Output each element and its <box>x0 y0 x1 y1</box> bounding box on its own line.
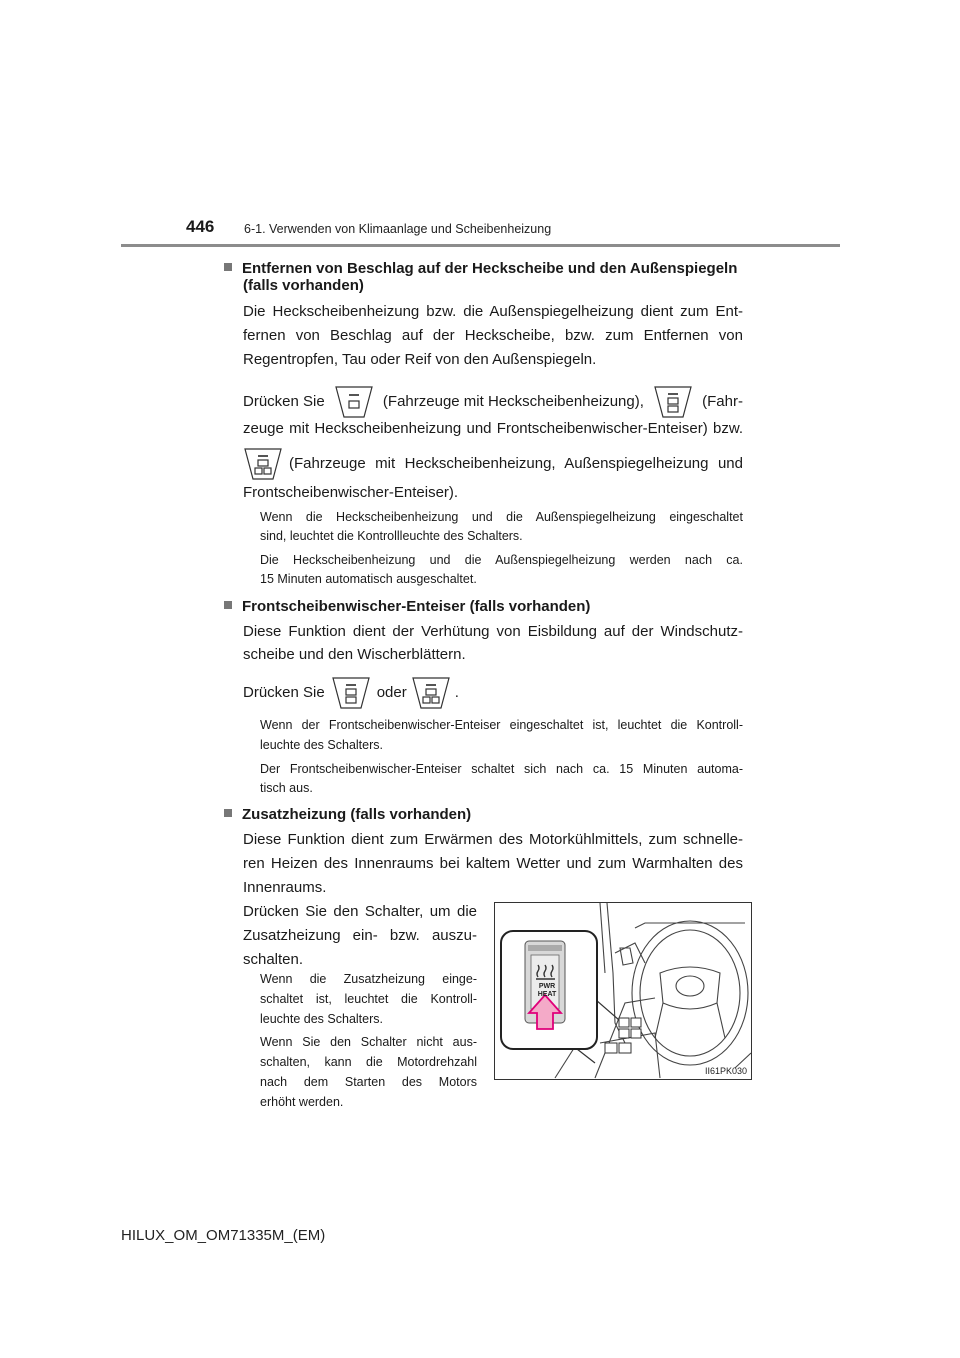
sec2-press-text: Drücken Sie <box>243 684 325 701</box>
sec1-note1-line1: Wenn die Heckscheibenheizung und die Außenspiegelheizung eingeschaltet <box>260 510 743 524</box>
mirror-defogger-icon <box>243 447 283 481</box>
sec3-title: Zusatzheizung (falls vorhanden) <box>242 806 472 823</box>
sec3-para1-line2: ren Heizen des Innenraums bei kaltem Wetter und zum Warmhalten des <box>243 855 743 872</box>
bullet-square-icon <box>224 809 232 817</box>
sec1-para1-line3: Regentropfen, Tau oder Reif von den Außenspiegeln. <box>243 351 597 368</box>
sec3-note1-line1: Wenn die Zusatzheizung einge- <box>260 972 477 986</box>
figure-code: II61PK030 <box>704 1066 747 1076</box>
sec3-note2-line1: Wenn Sie den Schalter nicht aus- <box>260 1035 477 1049</box>
sec1-title-line2: (falls vorhanden) <box>243 277 364 294</box>
figure-aux-heater <box>494 902 752 1080</box>
sec3-note2-line2: schalten, kann die Motordrehzahl <box>260 1055 477 1069</box>
page-number: 446 <box>186 217 215 236</box>
switch-label-pwr: PWR <box>538 983 556 990</box>
sec2-period: . <box>454 684 459 701</box>
header-rule <box>121 244 840 247</box>
sec2-note2-line2: tisch aus. <box>260 781 313 795</box>
sec3-para2-line1: Drücken Sie den Schalter, um die <box>243 903 477 920</box>
sec2-note1-line2: leuchte des Schalters. <box>260 738 383 752</box>
sec1-vehicles-rear-text: (Fahrzeuge mit Heckscheibenheizung), <box>382 393 644 410</box>
sec3-para1-line1: Diese Funktion dient zum Erwärmen des Motorkühlmittels, zum schnelle- <box>243 831 743 848</box>
sec2-note2-line1: Der Frontscheibenwischer-Enteiser schaltet sich nach ca. 15 Minuten automa- <box>260 762 743 776</box>
sec3-note2-line4: erhöht werden. <box>260 1095 344 1109</box>
sec3-note1-line2: schaltet ist, leuchtet die Kontroll- <box>260 992 477 1006</box>
sec2-note1-line1: Wenn der Frontscheibenwischer-Enteiser eingeschaltet ist, leuchtet die Kontroll- <box>260 718 743 732</box>
sec1-title-line1: Entfernen von Beschlag auf der Heckscheibe und den Außenspiegeln <box>242 260 738 277</box>
rear-defogger-icon <box>334 385 374 419</box>
switch-label-heat: HEAT <box>537 991 557 998</box>
document-id: HILUX_OM_OM71335M_(EM) <box>121 1227 326 1244</box>
section-title: 6-1. Verwenden von Klimaanlage und Scheibenheizung <box>244 222 552 236</box>
sec1-para1-line1: Die Heckscheibenheizung bzw. die Außenspiegelheizung dient zum Ent- <box>243 303 743 320</box>
sec1-para1-line2: fernen von Beschlag auf der Heckscheibe, bzw. zum Entfernen von <box>243 327 743 344</box>
sec2-heading <box>224 596 590 618</box>
sec2-para2 <box>243 676 459 710</box>
sec1-note2-line2: 15 Minuten automatisch ausgeschaltet. <box>260 572 477 586</box>
sec3-para2-line3: schalten. <box>243 951 304 968</box>
sec3-heading <box>224 804 471 826</box>
switch-label <box>534 983 560 999</box>
rear-wiper-deicer-icon <box>653 385 693 419</box>
sec2-para1-line2: scheibe und den Wischerblättern. <box>243 646 466 663</box>
bullet-square-icon <box>224 263 232 271</box>
sec2-or-text: oder <box>376 684 407 701</box>
sec1-para2-line3 <box>243 447 743 481</box>
sec3-para2-line2: Zusatzheizung ein- bzw. auszu- <box>243 927 477 944</box>
sec1-vehicles-text: (Fahr- <box>702 393 743 410</box>
sec2-para1-line1: Diese Funktion dient der Verhütung von Eisbildung auf der Windschutz- <box>243 623 743 640</box>
sec3-note1-line3: leuchte des Schalters. <box>260 1012 383 1026</box>
sec1-note2-line1: Die Heckscheibenheizung und die Außenspiegelheizung werden nach ca. <box>260 553 743 567</box>
wiper-deicer-icon <box>331 676 371 710</box>
sec1-para2-line3-text: (Fahrzeuge mit Heckscheibenheizung, Außenspiegelheizung und <box>289 455 743 472</box>
sec2-title: Frontscheibenwischer-Enteiser (falls vorhanden) <box>242 598 591 615</box>
sec1-para2-line1 <box>243 385 743 419</box>
mirror-wiper-deicer-icon <box>411 676 451 710</box>
sec1-para2-line4: Frontscheibenwischer-Enteiser). <box>243 484 459 501</box>
sec1-note1-line2: sind, leuchtet die Kontrollleuchte des Schalters. <box>260 529 523 543</box>
bullet-square-icon <box>224 601 232 609</box>
sec3-para1-line3: Innenraums. <box>243 879 327 896</box>
sec3-note2-line3: nach dem Starten des Motors <box>260 1075 477 1089</box>
sec1-press-text: Drücken Sie <box>243 393 325 410</box>
sec1-para2-line2: zeuge mit Heckscheibenheizung und Frontscheibenwischer-Enteiser) bzw. <box>243 420 743 437</box>
